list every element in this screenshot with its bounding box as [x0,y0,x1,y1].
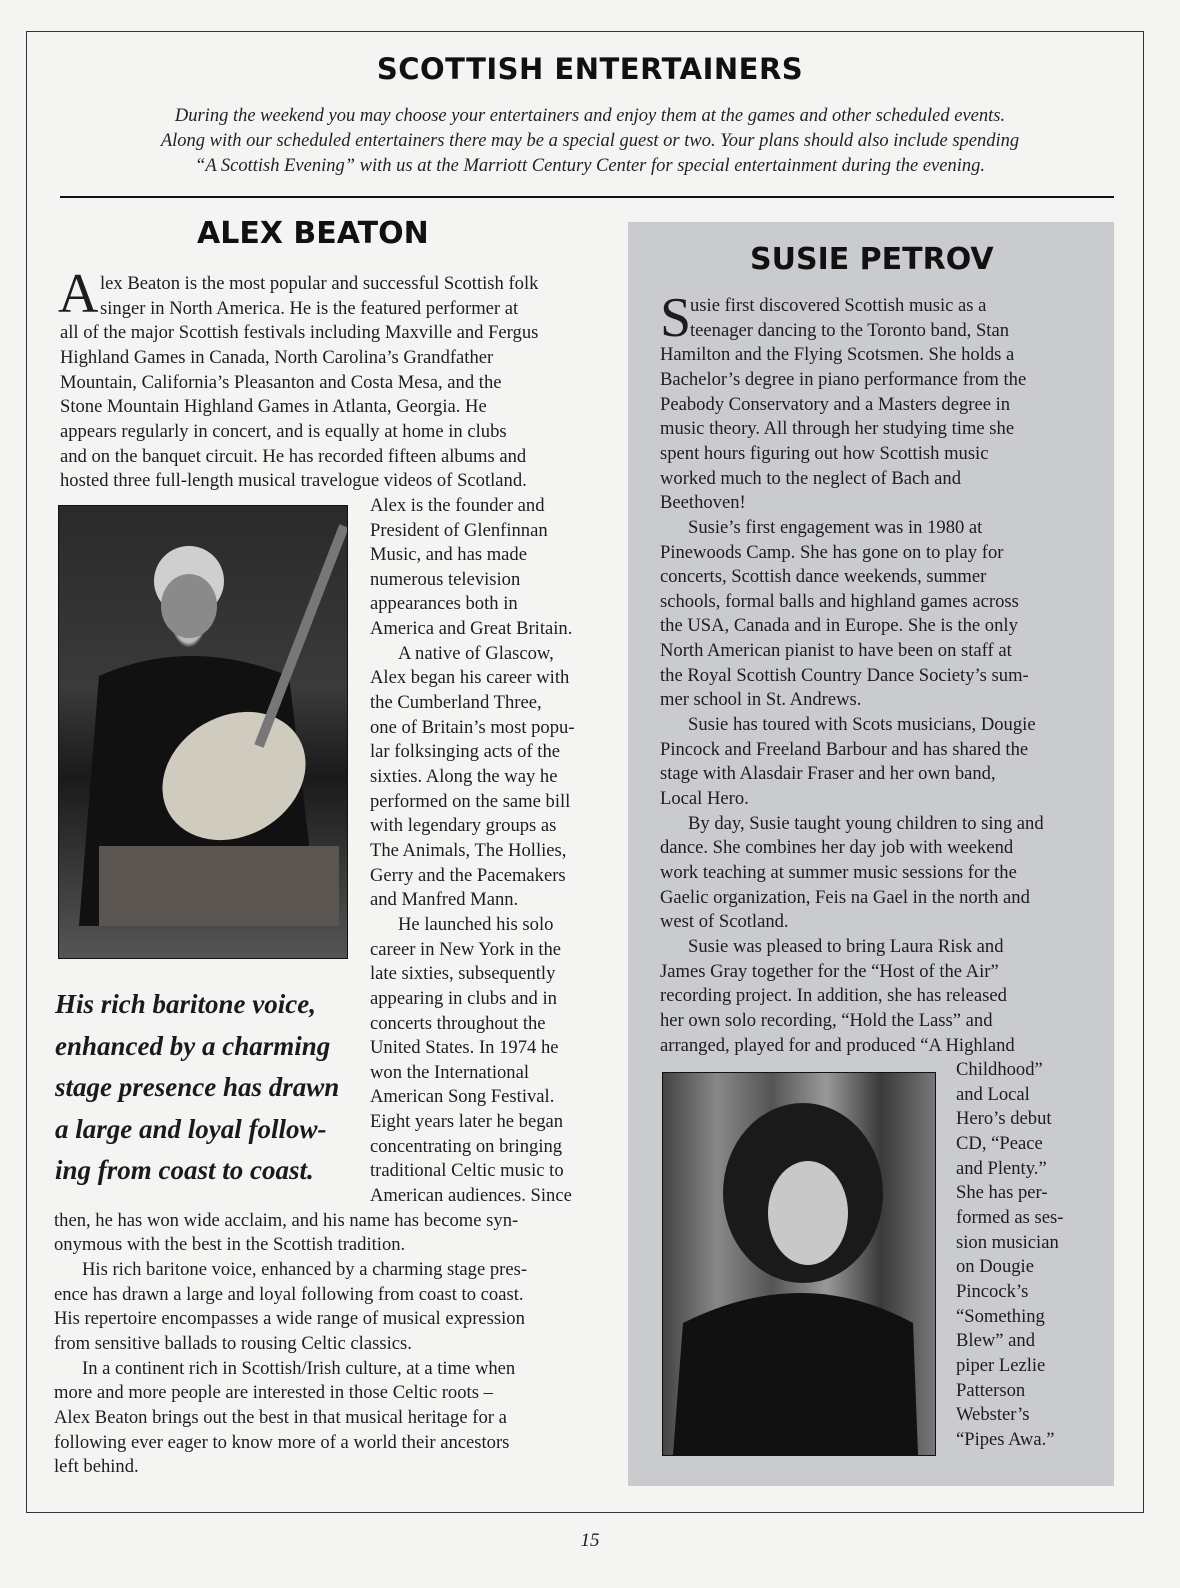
bio-line: from sensitive ballads to rousing Celtic classics. [54,1332,412,1354]
bio-line: Mountain, California’s Pleasanton and Costa Mesa, and the [60,371,502,393]
bio-line: Webster’s [956,1404,1030,1426]
pull-quote [55,984,339,1192]
susie-drop-cap: S [660,287,692,349]
pull-quote-line: ing from coast to coast. [55,1155,314,1185]
bio-line: Alex is the founder and [370,494,545,516]
intro-line: “A Scottish Evening” with us at the Marriott Century Center for special entertainment during the evening. [195,156,985,176]
bio-line: career in New York in the [370,938,562,960]
bio-line: spent hours figuring out how Scottish music [660,442,989,464]
header-divider [60,196,1114,198]
susie-petrov-heading: SUSIE PETROV [750,242,994,277]
bio-line: American Song Festival. [370,1086,555,1108]
bio-line: onymous with the best in the Scottish tradition. [54,1234,406,1256]
intro-line: During the weekend you may choose your entertainers and enjoy them at the games and other scheduled events. [174,106,1006,126]
bio-line: North American pianist to have been on staff at [660,640,1012,662]
bio-line: A native of Glascow, [398,642,554,664]
bio-line: hosted three full-length musical travelogue videos of Scotland. [60,470,527,492]
bio-line: lar folksinging acts of the [370,741,561,763]
bio-line: traditional Celtic music to [370,1160,564,1182]
bio-line: “Something [956,1305,1045,1327]
alex-photo [58,505,348,959]
bio-line: arranged, played for and produced “A Highland [660,1034,1015,1056]
bio-line: stage with Alasdair Fraser and her own band, [660,763,996,785]
bio-line: teenager dancing to the Toronto band, Stan [690,319,1010,341]
bio-line: James Gray together for the “Host of the Air” [660,960,999,982]
bio-line: Pinewoods Camp. She has gone on to play for [660,541,1004,563]
bio-line: United States. In 1974 he [370,1037,559,1059]
intro-text [60,104,1120,179]
bio-line: Pincock and Freeland Barbour and has shared the [660,738,1029,760]
bio-line: singer in North America. He is the featured performer at [100,297,519,319]
bio-line: She has per- [956,1182,1048,1204]
bio-line: Beethoven! [660,492,746,514]
bio-line: CD, “Peace [956,1133,1043,1155]
bio-line: lex Beaton is the most popular and successful Scottish folk [100,273,539,294]
pull-quote-line: stage presence has drawn [55,1072,340,1102]
bio-line: ence has drawn a large and loyal following from coast to coast. [54,1283,524,1305]
bio-line: Gaelic organization, Feis na Gael in the north and [660,886,1030,908]
bio-line: Childhood” [956,1059,1043,1081]
bio-line: left behind. [54,1456,139,1478]
bio-line: Alex began his career with [370,667,570,689]
bio-line: then, he has won wide acclaim, and his name has become syn- [54,1209,519,1231]
bio-line: Highland Games in Canada, North Carolina’s Grandfather [60,346,494,368]
bio-line: recording project. In addition, she has released [660,985,1007,1007]
bio-line: her own solo recording, “Hold the Lass” and [660,1009,993,1031]
page-title: SCOTTISH ENTERTAINERS [376,52,804,86]
bio-line: all of the major Scottish festivals including Maxville and Fergus [60,322,539,344]
bio-line: America and Great Britain. [370,618,573,640]
bio-line: Susie has toured with Scots musicians, Dougie [688,714,1036,736]
bio-line: Gerry and the Pacemakers [370,864,566,886]
bio-line: Hero’s debut [956,1108,1052,1130]
pull-quote-line: enhanced by a charming [55,1030,331,1061]
bio-line: and Local [956,1083,1030,1105]
bio-line: Hamilton and the Flying Scotsmen. She holds a [660,344,1015,366]
bio-line: Susie’s first engagement was in 1980 at [688,516,983,538]
alex-beaton-heading: ALEX BEATON [197,216,429,251]
bio-line: worked much to the neglect of Bach and [660,467,962,489]
bio-line: and on the banquet circuit. He has recorded fifteen albums and [60,445,527,467]
bio-line: concerts, Scottish dance weekends, summer [660,566,987,588]
bio-line: President of Glenfinnan [370,519,548,541]
bio-line: sixties. Along the way he [370,766,558,787]
bio-line: appearances both in [370,593,518,615]
bio-line: concerts throughout the [370,1012,546,1034]
susie-photo [662,1072,936,1456]
bio-line: Pincock’s [956,1281,1029,1302]
bio-line: schools, formal balls and highland games across [660,590,1019,612]
bio-line: and Manfred Mann. [370,889,519,911]
bio-line: formed as ses- [956,1207,1064,1229]
bio-line: dance. She combines her day job with weekend [660,837,1014,859]
bio-line: Susie was pleased to bring Laura Risk and [688,935,1004,957]
bio-line: Peabody Conservatory and a Masters degree in [660,393,1011,415]
bio-line: appearing in clubs and in [370,987,557,1009]
bio-line: west of Scotland. [660,911,789,933]
bio-line: on Dougie [956,1256,1034,1278]
bio-line: the Cumberland Three, [370,692,542,714]
page-number: 15 [580,1530,600,1551]
bio-line: the USA, Canada and in Europe. She is the only [660,615,1018,637]
pull-quote-line: His rich baritone voice, [55,989,316,1019]
bio-line: with legendary groups as [370,815,557,837]
bio-line: following ever eager to know more of a world their ancestors [54,1431,510,1453]
bio-line: music theory. All through her studying time she [660,418,1015,440]
bio-line: and Plenty.” [956,1157,1047,1179]
bio-line: won the International [370,1061,530,1083]
bio-line: Alex Beaton brings out the best in that musical heritage for a [54,1406,507,1428]
bio-line: performed on the same bill [370,790,571,812]
bio-line: He launched his solo [398,913,554,935]
bio-line: In a continent rich in Scottish/Irish culture, at a time when [82,1357,516,1379]
bio-line: sion musician [956,1231,1059,1253]
bio-line: late sixties, subsequently [370,963,556,985]
alex-drop-cap: A [58,263,99,325]
bio-line: numerous television [370,568,521,590]
bio-line: work teaching at summer music sessions for the [660,861,1017,883]
bio-line: Stone Mountain Highland Games in Atlanta, Georgia. He [60,396,487,418]
bio-line: The Animals, The Hollies, [370,839,567,861]
alex-photo-figure [59,506,347,958]
pull-quote-line: a large and loyal follow- [55,1113,327,1144]
bio-line: mer school in St. Andrews. [660,689,862,711]
bio-line: usie first discovered Scottish music as a [690,295,987,316]
bio-line: Eight years later he began [370,1111,564,1133]
bio-line: His rich baritone voice, enhanced by a charming stage pres- [82,1259,528,1280]
intro-line: Along with our scheduled entertainers there may be a special guest or two. Your plans should also include spending [160,131,1020,151]
bio-line: Blew” and [956,1330,1035,1352]
bio-line: piper Lezlie [956,1354,1046,1376]
bio-line: Local Hero. [660,788,749,809]
bio-line: American audiences. Since [370,1185,572,1207]
bio-line: one of Britain’s most popu- [370,716,575,738]
bio-line: concentrating on bringing [370,1135,563,1157]
bio-line: more and more people are interested in those Celtic roots – [54,1382,493,1404]
bio-line: “Pipes Awa.” [956,1428,1055,1450]
bio-line: Patterson [956,1379,1026,1401]
bio-line: Music, and has made [370,544,527,566]
bio-line: appears regularly in concert, and is equally at home in clubs [60,420,507,442]
bio-line: Bachelor’s degree in piano performance from the [660,368,1027,390]
bio-line: the Royal Scottish Country Dance Society’s sum- [660,664,1029,686]
susie-photo-figure [663,1073,935,1455]
bio-line: His repertoire encompasses a wide range of musical expression [54,1308,525,1330]
bio-line: By day, Susie taught young children to sing and [688,812,1044,834]
